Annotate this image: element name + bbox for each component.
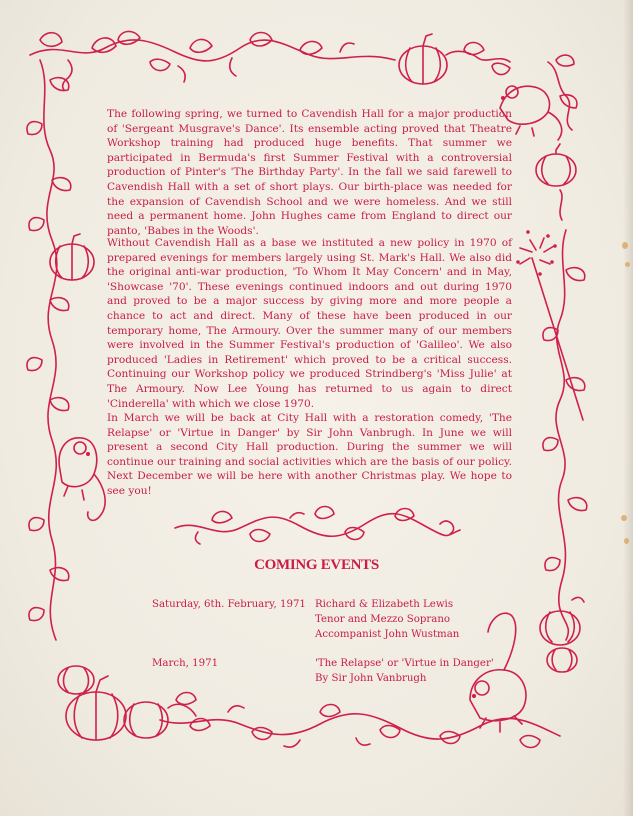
events-title: COMING EVENTS [254, 557, 379, 573]
event-detail-line: By Sir John Vanbrugh [315, 673, 427, 685]
event-details [315, 597, 459, 643]
event-date: Saturday, 6th. February, 1971 [152, 599, 306, 610]
stain-spot [621, 515, 627, 521]
stain-spot [622, 242, 628, 249]
event-details [315, 656, 494, 686]
event-detail-line: Tenor and Mezzo Soprano [315, 614, 451, 626]
paragraph: In March we will be back at City Hall with a restoration comedy, 'The Relapse' or 'Virtue in Danger' by Sir John Vanbrugh. In June we will present a second City Hall production. During the summer we will continue our training and social activities which are the basis of our policy. Next December we will be here with another Christmas play. We hope to see you! [107, 412, 512, 497]
event-date: March, 1971 [152, 658, 219, 669]
event-detail-line: 'The Relapse' or 'Virtue in Danger' [315, 658, 494, 669]
paragraph: The following spring, we turned to Cavendish Hall for a major production of 'Sergeant Musgrave's Dance'. Its ensemble acting proved that Theatre Workshop training had produced huge benefits. That summer we participated in Bermuda's first Summer Festival with a controversial production of Pinter's 'The Birthday Party'. In the fall we said farewell to Cavendish Hall with a set of short plays. Our birth-place was needed for the expansion of Cavendish School and we were homeless. And we still need a permanent home. John Hughes came from England to direct our panto, 'Babes in the Woods'. [107, 108, 512, 237]
paragraph: Without Cavendish Hall as a base we instituted a new policy in 1970 of prepared evenings for members largely using St. Mark's Hall. We also did the original anti-war production, 'To Whom It May Concern' and in May, 'Showcase '70'. These evenings continued indoors and out during 1970 and proved to be a major success by giving more and more people a chance to act and direct. Many of these have been produced in our temporary home, The Armoury. Over the summer many of our members were involved in the Summer Festival's production of 'Galileo'. We also produced 'Ladies in Retirement' which proved to be a critical success. Continuing our Workshop policy we produced Strindberg's 'Miss Julie' at The Armoury. Now Lee Young has returned to us again to direct 'Cinderella' with which we close 1970. [107, 237, 512, 410]
event-detail-line: Richard & Elizabeth Lewis [315, 599, 454, 610]
stain-spot [624, 538, 629, 544]
stain-spot [625, 262, 630, 267]
vine-divider [175, 507, 460, 545]
event-detail-line: Accompanist John Wustman [315, 629, 460, 641]
